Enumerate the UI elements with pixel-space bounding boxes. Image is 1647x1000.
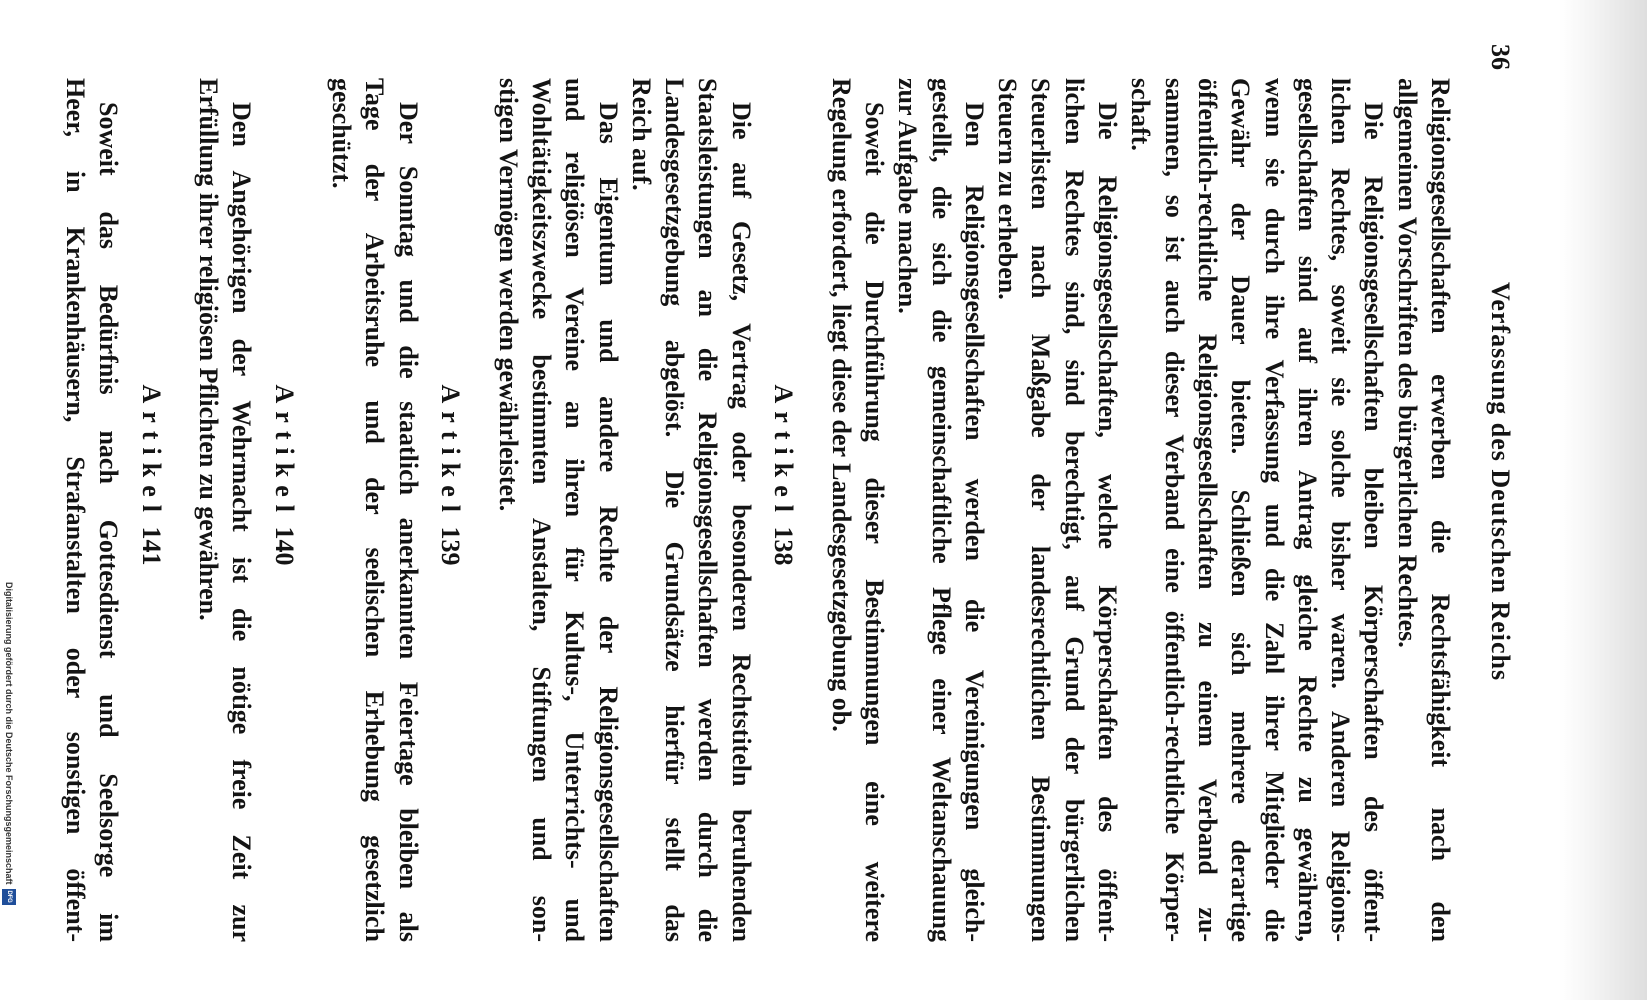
article-heading-number: 138 [769,526,799,566]
page-edge-shading [1559,0,1647,1000]
article-heading [117,78,184,942]
text-line: öffentlich-rechtliche Religionsgesellschaften zu einem Verband zu- [1192,78,1222,942]
text-line: Soweit die Durchführung dieser Bestimmungen eine weitere [859,102,889,942]
text-line: Die Religionsgesellschaften, welche Körperschaften des öffent- [1093,102,1123,942]
text-line: schaft. [1126,78,1156,151]
article-heading [417,78,484,942]
text-line: gesellschaften sind auf ihren Antrag gleiche Rechte zu gewähren, [1292,78,1322,942]
text-line: allgemeinen Vorschriften des bürgerlichen Rechtes. [1392,78,1422,648]
article-heading-number: 140 [269,526,299,566]
article-heading-word: Artikel [436,384,466,520]
text-line: Wohltätigkeitszwecke bestimmten Anstalten, Stiftungen und son- [526,78,556,942]
text-line: Regelung erfordert, liegt diese der Landesgesetzgebung ob. [826,78,856,732]
text-line: Heer, in Krankenhäusern, Strafanstalten oder sonstigen öffent- [60,78,90,942]
text-line: Landesgesetzgebung abgelöst. Die Grundsätze hierfür stellt das [660,78,690,942]
text-line: Den Religionsgesellschaften werden die Vereinigungen gleich- [959,102,989,942]
text-line: Steuerlisten nach Maßgabe der landesrechtlichen Bestimmungen [1026,78,1056,942]
page-number: 36 [1486,44,1515,70]
article-heading-number: 141 [136,526,166,566]
article-heading-word: Artikel [269,384,299,520]
text-line: geschützt. [327,78,357,189]
text-line: Erfüllung ihrer religiösen Pflichten zu gewähren. [194,78,224,621]
text-line: lichen Rechtes sind, sind berechtigt, auf Grund der bürgerlichen [1059,78,1089,942]
text-line: Das Eigentum und andere Rechte der Religionsgesellschaften [593,102,623,942]
article-heading-word: Artikel [769,384,799,520]
body-text [59,78,1457,942]
text-line: gestellt, die sich die gemeinschaftliche Pflege einer Weltanschauung [926,78,956,942]
article-heading [750,78,817,942]
article-heading [250,78,317,942]
digitization-credit [2,582,18,905]
text-line: Gewähr der Dauer bieten. Schließen sich mehrere derartige [1226,78,1256,942]
text-line: lichen Rechtes, soweit sie solche bisher waren. Anderen Religions- [1326,78,1356,942]
text-line: Religionsgesellschaften erwerben die Rechtsfähigkeit nach den [1426,78,1455,942]
text-line: wenn sie durch ihre Verfassung und die Zahl ihrer Mitglieder die [1259,78,1289,942]
text-line: Der Sonntag und die staatlich anerkannten Feiertage bleiben als [393,102,423,942]
text-line: zur Aufgabe machen. [893,78,923,314]
text-line: Die auf Gesetz, Vertrag oder besonderen Rechtstiteln beruhenden [726,102,756,942]
text-line: Tage der Arbeitsruhe und der seelischen Erhebung gesetzlich [360,78,390,942]
credit-text: Digitalisierung gefördert durch die Deutsche Forschungsgemeinschaft [4,582,15,885]
text-line: und religiösen Vereine an ihren für Kultus-, Unterrichts- und [560,78,590,942]
text-line: sammen, so ist auch dieser Verband eine öffentlich-rechtliche Körper- [1159,78,1189,942]
running-head: Verfassung des Deutschen Reichs [1486,282,1515,682]
dfg-logo-icon: DFG [2,889,16,905]
text-line: Soweit das Bedürfnis nach Gottesdienst und Seelsorge im [94,102,124,942]
article-heading-word: Artikel [136,384,166,520]
text-line: Den Angehörigen der Wehrmacht ist die nötige freie Zeit zur [227,102,257,942]
text-line: stigen Vermögen werden gewährleistet. [493,78,523,512]
text-line: Reich auf. [626,78,656,191]
text-line: Die Religionsgesellschaften bleiben Körperschaften des öffent- [1359,102,1389,942]
text-line: Staatsleistungen an die Religionsgesellschaften werden durch die [693,78,723,942]
article-heading-number: 139 [436,526,466,566]
text-line: Steuern zu erheben. [993,78,1023,300]
